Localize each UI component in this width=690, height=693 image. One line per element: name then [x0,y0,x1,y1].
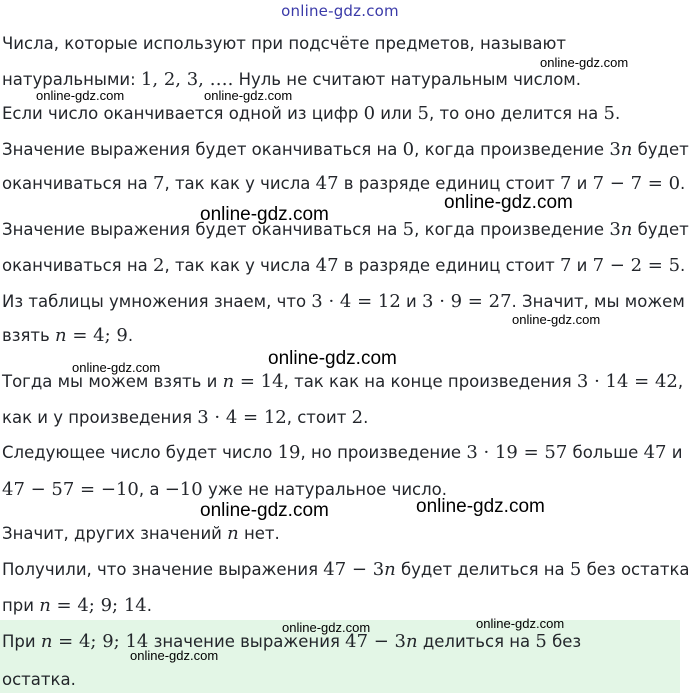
text-fragment: при [2,596,40,615]
text-fragment: , так как у числа [164,256,316,275]
text-line [2,596,152,616]
text-fragment: , так как у числа [164,174,316,193]
watermark-text: online-gdz.com [444,192,573,213]
text-fragment: как и у произведения [2,408,198,427]
text-fragment: нет. [238,524,280,543]
math-expression: 3 · 14 = 42 [576,371,678,392]
site-header-watermark: online-gdz.com [281,2,399,20]
text-line [2,140,689,160]
text-fragment: в разряде единиц стоит [338,256,560,275]
text-fragment: и [666,443,683,462]
math-expression: 1, 2, 3, …. [140,69,234,90]
math-variable: n [620,139,633,160]
math-expression: = 14 [234,371,284,392]
text-fragment: будет [632,140,689,159]
math-expression: 5 [603,103,615,124]
text-line [2,174,685,194]
math-expression: 0 [363,103,376,124]
text-fragment: или [375,104,418,123]
text-fragment: . [614,104,621,123]
math-expression: 47 [643,442,667,463]
watermark-text: online-gdz.com [200,500,329,521]
text-fragment: , так как на конце произведения [283,372,577,391]
math-expression: 2 [153,255,165,276]
math-expression: 5 [535,631,547,652]
watermark-text: online-gdz.com [72,360,161,375]
text-fragment: больше [567,443,644,462]
math-expression: 7 [559,173,572,194]
math-variable: n [384,559,396,580]
text-fragment: Из таблицы умножения знаем, что [2,292,312,311]
math-expression: 7 − 7 = 0 [592,173,681,194]
math-expression: = 4; 9; 14 [52,631,149,652]
text-line [2,372,683,392]
watermark-text: online-gdz.com [200,204,329,225]
text-fragment: будет делиться на [395,560,570,579]
text-fragment: Значение выражения будет оканчиваться на [2,140,403,159]
text-fragment: Следующее число будет число [2,443,278,462]
text-fragment: , стоит [286,408,352,427]
text-fragment: делиться на [417,632,536,651]
text-line [2,560,690,580]
math-variable: n [40,631,53,652]
math-expression: 19 [277,442,301,463]
math-expression: 47 [315,255,339,276]
text-fragment: и [400,292,423,311]
math-expression: 3 [609,139,621,160]
text-fragment: Тогда мы можем взять и [2,372,223,391]
text-fragment: , [677,372,684,391]
text-fragment: Значит, других значений [2,524,228,543]
text-fragment: значение выражения [148,632,346,651]
text-fragment: , то оно делится на [428,104,604,123]
math-expression: 3 · 4 = 12 [197,407,287,428]
text-fragment: оканчиваться на [2,256,153,275]
text-fragment: Если число оканчивается одной из цифр [2,104,364,123]
text-fragment: . [680,174,686,193]
math-expression: 47 [315,173,339,194]
text-fragment: . [363,408,369,427]
text-line [2,443,682,463]
math-expression: 5 [417,103,429,124]
watermark-text: online-gdz.com [540,55,629,70]
text-fragment: и [571,256,593,275]
text-fragment: Значение выражения будет оканчиваться на [2,220,403,239]
math-expression: 5 [569,559,582,580]
text-fragment: без остатка [581,560,690,579]
text-fragment: в разряде единиц стоит [338,174,560,193]
math-expression: 2 [351,407,364,428]
text-line [2,480,447,500]
text-line [2,632,581,652]
text-line [2,34,566,54]
math-expression: 3 · 19 = 57 [466,442,568,463]
text-fragment: . [680,256,686,275]
math-variable: n [406,631,418,652]
math-expression: = 4; 9; 14 [50,595,147,616]
math-expression: 7 − 2 = 5 [592,255,681,276]
math-variable: n [39,595,51,616]
text-fragment: . [146,596,152,615]
math-variable: n [222,371,235,392]
watermark-text: online-gdz.com [416,496,545,517]
watermark-text: online-gdz.com [282,620,371,635]
text-line [2,70,581,90]
text-fragment: остатка. [2,670,76,689]
text-fragment: При [2,632,41,651]
text-fragment: и [571,174,593,193]
text-line [2,408,368,428]
math-expression: 47 − 57 = −10 [2,479,139,500]
text-line [2,326,133,346]
math-expression: −10 [164,479,203,500]
text-fragment: , но произведение [300,443,467,462]
text-fragment: будет [632,220,689,239]
text-fragment: уже не натуральное число. [202,480,448,499]
math-expression: 3 · 4 = 12 [311,291,401,312]
watermark-text: online-gdz.com [36,88,125,103]
math-expression: 3 · 9 = 27 [422,291,512,312]
math-expression: 47 − 3 [345,631,407,652]
watermark-text: online-gdz.com [204,88,293,103]
watermark-text: online-gdz.com [512,312,601,327]
watermark-text: online-gdz.com [268,348,397,369]
text-fragment: взять [2,326,56,345]
text-line [2,292,685,312]
watermark-text: online-gdz.com [476,616,565,631]
text-line [2,256,685,276]
text-fragment: . [127,326,134,345]
math-variable: n [227,523,239,544]
math-expression: 7 [153,173,165,194]
math-expression: 47 − 3 [323,559,385,580]
text-fragment: без [546,632,582,651]
math-variable: n [620,219,633,240]
text-line [2,220,689,240]
text-fragment: Числа, которые используют при подсчёте предметов, называют [2,34,567,53]
math-variable: n [55,325,67,346]
text-fragment: Получили, что значение выражения [2,560,324,579]
math-expression: 3 [609,219,621,240]
math-expression: 5 [402,219,415,240]
text-fragment: Нуль не считают натуральным числом. [233,70,581,89]
watermark-text: online-gdz.com [130,648,219,663]
text-fragment: , а [138,480,165,499]
text-fragment: . Значит, мы можем [511,292,685,311]
text-line [2,104,620,124]
text-line [2,524,280,544]
text-fragment: натуральными: [2,70,141,89]
math-expression: 0 [402,139,415,160]
math-expression: = 4; 9 [66,325,128,346]
text-fragment: , когда произведение [414,140,610,159]
math-expression: 7 [559,255,572,276]
text-fragment: , когда произведение [414,220,610,239]
text-fragment: оканчиваться на [2,174,153,193]
text-line [2,670,76,690]
